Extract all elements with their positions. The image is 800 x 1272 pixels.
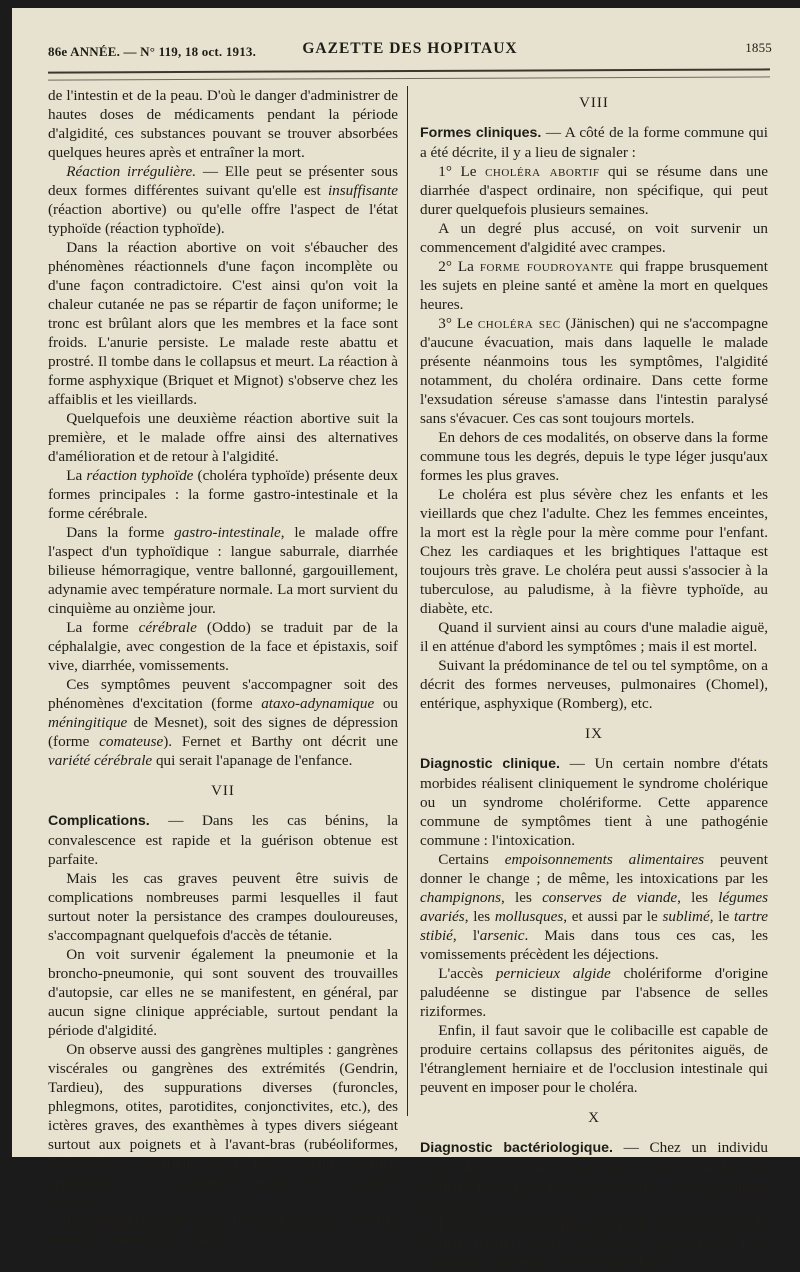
text: — Elle peut se présenter sous deux formes différentes suivant qu'elle est (48, 163, 399, 199)
paragraph: En dehors de ces modalités, on observe dans la forme commune tous les degrés, depuis le type léger jusqu'aux formes les plus graves. (420, 429, 768, 484)
text: , les (677, 889, 719, 906)
paragraph (48, 618, 398, 675)
text: 2° La (438, 258, 480, 275)
italic-term: comateuse (99, 733, 164, 750)
section-heading: Diagnostic bactériologique. (420, 1140, 613, 1156)
page-header (48, 36, 772, 60)
paragraph: Le choléra est plus sévère chez les enfants et les vieillards que chez l'adulte. Chez les femmes enceintes, la mort est la règle pour la mère comme pour l'enfant. Chez les cardiaques et les brightiques l'attaque est toujours très grave. Le choléra peut aussi s'associer à la tuberculose, au paludisme, à la fièvre typhoïde, au diabète, etc. (420, 486, 768, 617)
small-caps-term: choléra sec (477, 315, 561, 332)
text: — Chez un individu atteint de choléra, le vibrion doit être recherché dans les matières fécales, ou bien, post mortem, dans le contenu intestinal. (420, 1139, 768, 1214)
text: — A côté de la forme commune qui a été décrite, il y a lieu de signaler : (420, 124, 768, 161)
paragraph: de l'intestin et de la peau. D'où le danger d'administrer de hautes doses de médicaments pendant la période d'algidité, ces substances pouvant se trouver absorbées quelques heures après et entraîner la mort. (48, 87, 398, 161)
paragraph: Quand il survient ainsi au cours d'une maladie aiguë, il en atténue d'abord les symptômes ; mais il est mortel. (420, 619, 768, 655)
italic-term: légumes avariés (420, 889, 768, 925)
paragraph (48, 523, 398, 618)
section-number: IX (585, 726, 603, 742)
text: , l' (452, 927, 480, 944)
paragraph: Suivant la prédominance de tel ou tel symptôme, on a décrit des formes nerveuses, pulmonaires (Chomel), entérique, asphyxique (Romberg), etc. (420, 657, 768, 712)
text: (Jänischen) qui ne s'accompagne d'aucune évacuation, mais dans laquelle le malade présente néanmoins tous les symptômes, l'algidité notamment, du choléra ordinaire. Dans cette forme l'exsudation séreuse s'amasse dans l'intestin paralysé sans s'évacuer. Ces cas sont toujours mortels. (420, 315, 768, 427)
header-rule (48, 68, 770, 73)
paragraph (48, 162, 398, 238)
text: ). Fernet et Barthy ont décrit une (163, 733, 398, 750)
text: qui serait l'apanage de l'enfance. (152, 752, 353, 769)
header-rule-thin (48, 76, 770, 80)
italic-term: champignons (420, 889, 501, 906)
left-column (48, 86, 398, 1249)
paragraph: L'avortement serait assez fréquent chez les femmes enceintes atteintes de choléra. (48, 1212, 398, 1248)
italic-term: réaction typhoïde (86, 467, 194, 484)
paragraph (420, 964, 768, 1021)
text: L'accès (438, 965, 496, 982)
text: de Mesnet), soit des signes de dépression (forme (48, 714, 398, 750)
text: qui frappe brusquement les sujets en pleine santé et amène la mort en quelques heures. (420, 258, 768, 313)
italic-term: ataxo-adynamique (261, 695, 375, 712)
italic-term: insuffisante (327, 182, 398, 199)
text: — Un certain nombre d'états morbides réalisent cliniquement le syndrome cholérique ou un syndrome cholériforme. Cette apparence commune de symptômes tient à une pathogénie commune : l'intoxication. (420, 755, 769, 849)
paragraph (48, 466, 398, 523)
italic-term: tartre stibié (420, 908, 768, 944)
text: , les (464, 908, 495, 925)
italic-term: pernicieux algide (495, 965, 611, 982)
text: La (66, 467, 87, 484)
italic-term: empoisonnements alimentaires (504, 851, 704, 868)
text: , le (709, 908, 734, 925)
italic-term: sublimé (662, 908, 710, 925)
section-heading: Complications. (48, 813, 150, 829)
right-column (420, 86, 768, 1272)
text: 3° Le (438, 315, 478, 332)
text: Ces symptômes peuvent s'accompagner soit des phénomènes d'excitation (forme (48, 676, 398, 712)
journal-page (12, 8, 800, 1271)
paragraph: A un degré plus accusé, on voit survenir un commencement d'algidité avec crampes. (420, 220, 768, 256)
paragraph: Quelquefois une deuxième réaction abortive suit la première, et le malade offre ainsi des alternatives d'amélioration et de retour à l'algidité. (48, 410, 398, 465)
paragraph (420, 314, 768, 428)
italic-term: gastro-intestinale (174, 524, 281, 541)
paragraph: Enfin, il faut savoir que le colibacille est capable de produire certains collapsus des péritonites aiguës, de l'étranglement herniaire et de l'occlusion intestinale qui peuvent en imposer pour le choléra. (420, 1022, 768, 1096)
italic-term: arsenic (479, 927, 525, 944)
text: , le malade offre l'aspect d'un typhoïdique : langue saburrale, diarrhée bilieuse hémorragique, ventre ballonné, gargouillement, adynamie avec température normale. La mort survient du cinquième au onzième jour. (48, 524, 399, 617)
text: cholériforme d'origine paludéenne se distingue par l'absence de selles riziformes. (420, 965, 769, 1020)
text: — Dans les cas bénins, la convalescence est rapide et la guérison obtenue est parfaite. (48, 812, 398, 868)
text: La forme (66, 619, 139, 636)
paragraph (420, 754, 768, 850)
small-caps-term: choléra abortif (485, 163, 600, 180)
paragraph: Mais les cas graves peuvent être suivis de complications nombreuses parmi lesquelles il faut surtout noter la persistance des crampes douloureuses, s'accompagnant quelquefois d'accès de tétanie. (48, 870, 398, 944)
paragraph (48, 675, 398, 770)
text: (réaction abortive) ou qu'elle offre l'aspect de l'état typhoïde (réaction typhoïde). (48, 201, 398, 237)
text: , les (501, 889, 543, 906)
paragraph (48, 811, 398, 869)
section-heading: Formes cliniques. (420, 125, 542, 141)
italic-term: méningitique (48, 714, 128, 731)
paragraph (420, 1138, 768, 1215)
text: (choléra typhoïde) présente deux formes principales : la forme gastro-intestinale et la forme cérébrale. (48, 467, 398, 522)
section-number: VII (211, 783, 235, 799)
paragraph: On observe aussi des gangrènes multiples : gangrènes viscérales ou gangrènes des extrémités (Gendrin, Tardieu), des suppurations diverses (furoncles, phlegmons, otites, parotidites, conjonctivites, etc.), des ictères graves, des exanthèmes à types divers siégeant surtout aux poignets et à l'avant-bras (rubéoliformes, lichénoïdes, urticariens, etc.). Pour certains auteurs, l'apparition de l'exanthème serait d'un excellent pronostic. (48, 1041, 398, 1210)
italic-term: conserves de viande (542, 889, 678, 906)
text: . Mais dans tous ces cas, les vomissements précèdent les déjections. (420, 927, 768, 963)
paragraph: L'examen microscopique à l'état frais d'un peu de matière fécale délayée dans l'eau physiologique, peut quelquefois permettre de voir des vibrions (420, 1216, 768, 1271)
text: (Oddo) se traduit par de la céphalalgie, avec congestion de la face et épistaxis, soif vive, diarrhée, vomissements. (48, 619, 398, 674)
text: Dans la forme (66, 524, 175, 541)
section-number: VIII (579, 95, 609, 111)
text: peuvent donner le change ; de même, les intoxications par les (420, 851, 768, 887)
paragraph (420, 162, 768, 219)
section-heading: Diagnostic clinique. (420, 756, 560, 772)
text: qui se résume dans une diarrhée d'aspect ordinaire, non spécifique, qui peut durer quelquefois plusieurs semaines. (420, 163, 768, 218)
column-divider (407, 86, 408, 1116)
issue-line: 86e ANNÉE. — N° 119, 18 oct. 1913. (48, 44, 257, 59)
text: ou (374, 695, 399, 712)
paragraph (420, 123, 768, 162)
text: Certains (438, 851, 505, 868)
text: 1° Le (438, 163, 486, 180)
paragraph (420, 850, 768, 964)
italic-heading: Réaction irrégulière. (66, 163, 197, 180)
section-number: X (588, 1110, 600, 1126)
italic-term: cérébrale (138, 619, 197, 636)
journal-title: GAZETTE DES HOPITAUX (302, 40, 518, 57)
small-caps-term: forme foudroyante (479, 258, 614, 275)
italic-term: mollusques (494, 908, 564, 925)
page-number: 1855 (745, 40, 772, 55)
text: , et aussi par le (563, 908, 663, 925)
italic-term: variété cérébrale (48, 752, 153, 769)
paragraph (420, 257, 768, 314)
paragraph: On voit survenir également la pneumonie et la broncho-pneumonie, qui sont souvent des trouvailles d'autopsie, car elles ne se manifestent, en général, par aucun signe clinique appréciable, surtout pendant la période d'algidité. (48, 946, 398, 1039)
paragraph: Dans la réaction abortive on voit s'ébaucher des phénomènes réactionnels d'une façon incomplète ou d'une façon contradictoire. C'est ainsi qu'on voit la chaleur cutanée ne pas se répartir de façon uniforme; le tronc est brûlant alors que les membres et la face sont froids. L'anurie persiste. Le malade reste abattu et prostré. Il tombe dans le collapsus et meurt. La réaction à forme asphyxique (Briquet et Mignot) s'observe chez les affaiblis et les vieillards. (48, 239, 398, 408)
